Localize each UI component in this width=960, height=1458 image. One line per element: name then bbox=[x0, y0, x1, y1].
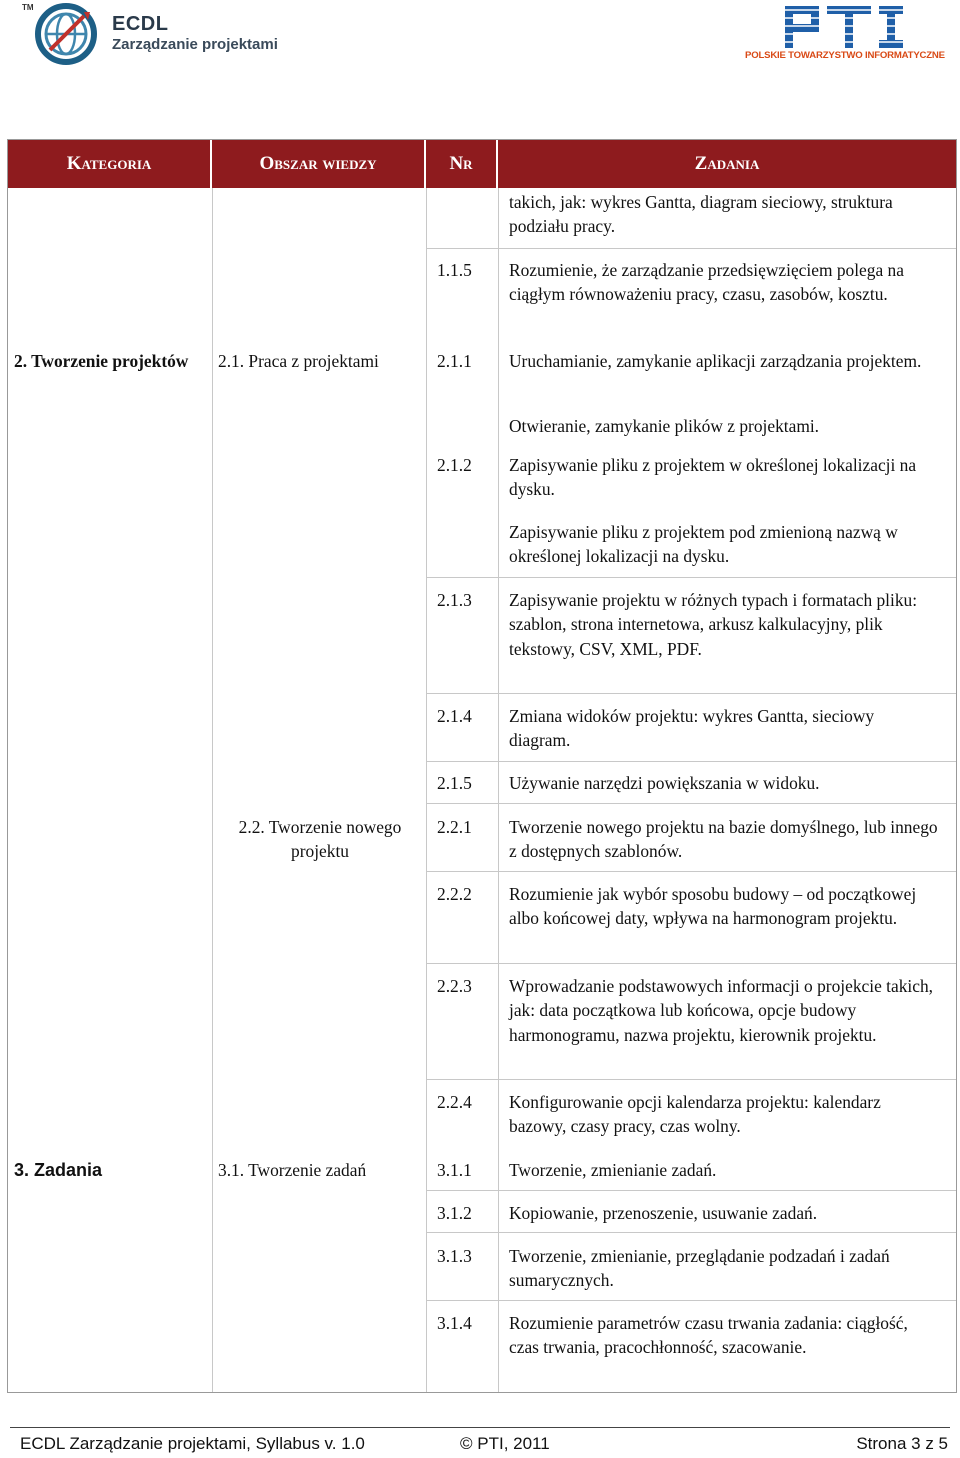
task-number: 3.1.3 bbox=[437, 1246, 472, 1266]
column-header-obszar-wiedzy: Obszar wiedzy bbox=[212, 140, 426, 188]
table-header bbox=[8, 140, 956, 188]
task-text: Tworzenie, zmienianie, przeglądanie podzadań i zadań sumarycznych. bbox=[509, 1246, 890, 1291]
task-number: 2.1.4 bbox=[437, 706, 472, 726]
task-text: Rozumienie, że zarządzanie przedsięwzięciem polega na ciągłym równoważeniu pracy, czasu, zasobów, kosztu. bbox=[509, 260, 904, 305]
task-number: 2.2.1 bbox=[437, 817, 472, 837]
task-text: Rozumienie jak wybór sposobu budowy – od początkowej albo końcowej daty, wpływa na harmonogram projektu. bbox=[509, 884, 917, 929]
task-text: takich, jak: wykres Gantta, diagram sieciowy, struktura podziału pracy. bbox=[509, 192, 893, 237]
footer-right: Strona 3 z 5 bbox=[856, 1434, 948, 1453]
ecdl-logo-title: ECDL bbox=[112, 13, 169, 35]
syllabus-table bbox=[7, 139, 957, 1393]
category-3: 3. Zadania bbox=[14, 1160, 103, 1180]
row-divider bbox=[426, 871, 956, 872]
category-label: 2. Tworzenie projektów bbox=[14, 351, 189, 371]
task-text: Uruchamianie, zamykanie aplikacji zarządzania projektem. bbox=[509, 351, 922, 371]
task-number: 3.1.1 bbox=[437, 1160, 472, 1180]
row-divider bbox=[426, 1079, 956, 1080]
page-header bbox=[0, 0, 960, 80]
task-number: 2.1.1 bbox=[437, 351, 472, 371]
column-divider bbox=[426, 188, 427, 1392]
task-text: Używanie narzędzi powiększania w widoku. bbox=[509, 773, 820, 793]
task-number: 2.1.3 bbox=[437, 590, 472, 610]
ecdl-globe-logo-icon bbox=[32, 2, 102, 66]
task-text: Zapisywanie pliku z projektem w określonej lokalizacji na dysku. bbox=[509, 455, 917, 500]
task-number: 3.1.2 bbox=[437, 1203, 472, 1223]
task-text: Otwieranie, zamykanie plików z projektami. bbox=[509, 416, 820, 436]
footer-left: ECDL Zarządzanie projektami, Syllabus v. 1.0 bbox=[20, 1434, 365, 1453]
task-text: Rozumienie parametrów czasu trwania zadania: ciągłość, czas trwania, pracochłonność, szacowanie. bbox=[509, 1313, 908, 1358]
task-number: 1.1.5 bbox=[437, 260, 472, 280]
area-3-1: 3.1. Tworzenie zadań bbox=[218, 1160, 367, 1180]
column-header-nr: Nr bbox=[426, 140, 498, 188]
pti-logo-caption: POLSKIE TOWARZYSTWO INFORMATYCZNE bbox=[745, 50, 945, 61]
task-text: Konfigurowanie opcji kalendarza projektu: kalendarz bazowy, czasy pracy, czas wolny. bbox=[509, 1092, 881, 1137]
footer-center: © PTI, 2011 bbox=[460, 1434, 550, 1453]
task-text: Wprowadzanie podstawowych informacji o projekcie takich, jak: data początkowa lub końcowa, opcje budowy harmonogramu, nazwa projektu, kierownik projektu. bbox=[509, 976, 933, 1045]
row-divider bbox=[426, 1190, 956, 1191]
column-divider bbox=[498, 188, 499, 1392]
area-2-1: 2.1. Praca z projektami bbox=[218, 351, 379, 371]
task-text: Zapisywanie projektu w różnych typach i formatach pliku: szablon, strona internetowa, arkusz kalkulacyjny, plik tekstowy, CSV, XML, PDF. bbox=[509, 590, 918, 659]
row-divider bbox=[426, 693, 956, 694]
task-number: 2.2.4 bbox=[437, 1092, 472, 1112]
footer-divider bbox=[10, 1427, 950, 1428]
ecdl-logo-subtitle: Zarządzanie projektami bbox=[112, 36, 278, 53]
row-divider bbox=[426, 248, 956, 249]
row-divider bbox=[426, 761, 956, 762]
row-divider bbox=[426, 577, 956, 578]
task-number: 2.2.3 bbox=[437, 976, 472, 996]
row-divider bbox=[426, 803, 956, 804]
task-number: 2.2.2 bbox=[437, 884, 472, 904]
row-divider bbox=[426, 1232, 956, 1233]
task-number: 2.1.2 bbox=[437, 455, 472, 475]
column-divider bbox=[212, 188, 213, 1392]
row-divider bbox=[426, 963, 956, 964]
column-header-zadania: Zadania bbox=[694, 153, 760, 174]
task-number: 2.1.5 bbox=[437, 773, 472, 793]
column-header-kategoria: Kategoria bbox=[8, 140, 212, 188]
task-text: Tworzenie nowego projektu na bazie domyślnego, lub innego z dostępnych szablonów. bbox=[509, 817, 938, 862]
task-number: 3.1.4 bbox=[437, 1313, 472, 1333]
task-text: Zmiana widoków projektu: wykres Gantta, sieciowy diagram. bbox=[509, 706, 875, 751]
row-divider bbox=[426, 1300, 956, 1301]
task-text: Kopiowanie, przenoszenie, usuwanie zadań. bbox=[509, 1203, 818, 1223]
task-text: Tworzenie, zmienianie zadań. bbox=[509, 1160, 717, 1180]
category-2 bbox=[14, 349, 204, 373]
task-text: Zapisywanie pliku z projektem pod zmienioną nazwą w określonej lokalizacji na dysku. bbox=[509, 522, 898, 567]
ecdl-trademark: TM bbox=[22, 3, 34, 12]
area-2-2: 2.2. Tworzenie nowego projektu bbox=[238, 817, 402, 862]
